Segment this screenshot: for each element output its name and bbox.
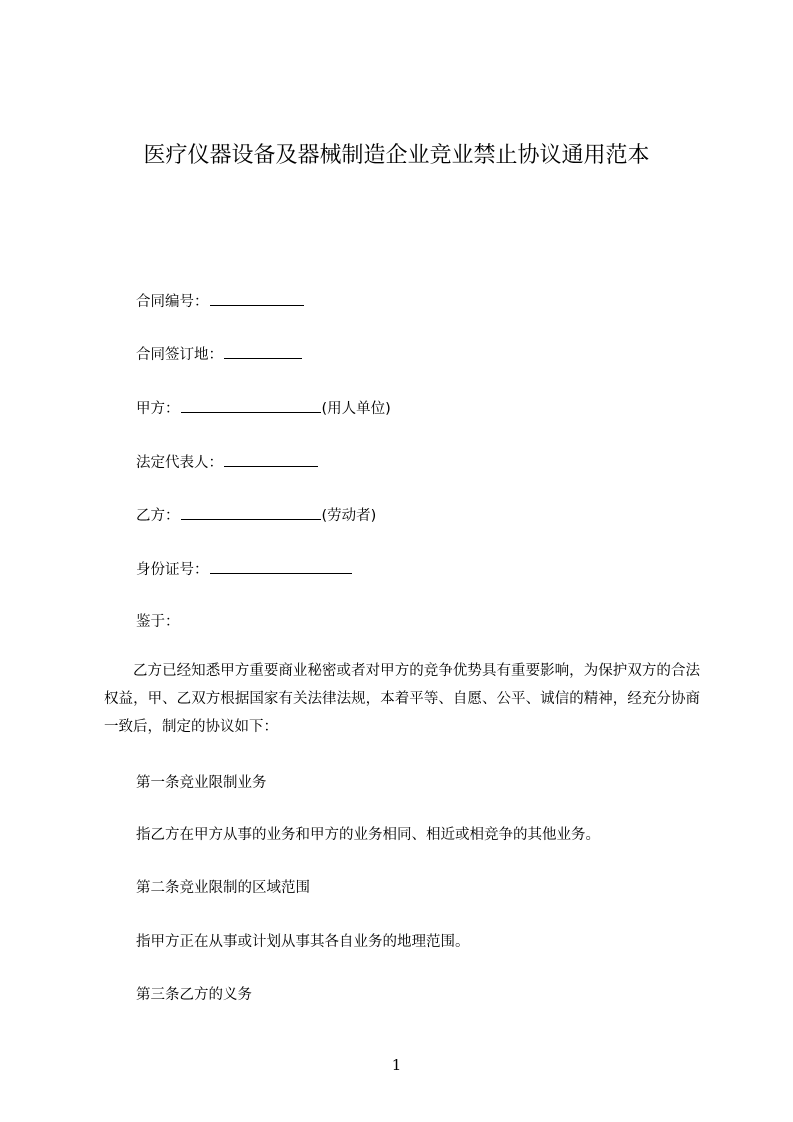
signing-place-line: [136, 344, 303, 365]
party-a-label: 甲方：: [136, 401, 180, 417]
signing-place-label: 合同签订地：: [136, 347, 223, 363]
article-3-heading: 第三条乙方的义务: [136, 987, 252, 1003]
party-b-line: [136, 505, 376, 526]
contract-number-label: 合同编号：: [136, 294, 209, 310]
party-b-note: (劳动者): [321, 508, 377, 524]
article-2-body: 指甲方正在从事或计划从事其各自业务的地理范围。: [136, 934, 470, 950]
party-a-note: (用人单位): [321, 401, 391, 417]
legal-representative-label: 法定代表人：: [136, 455, 223, 471]
intro-paragraph: 乙方已经知悉甲方重要商业秘密或者对甲方的竞争优势具有重要影响，为保护双方的合法权益，甲、乙双方根据国家有关法律法规，本着平等、自愿、公平、诚信的精神，经充分协商一致后，制定的协议如下：: [104, 663, 700, 735]
whereas-label: 鉴于：: [136, 614, 180, 630]
party-b-blank[interactable]: [181, 505, 321, 520]
contract-number-line: [136, 291, 305, 312]
legal-representative-line: [136, 452, 319, 473]
document-title: 医疗仪器设备及器械制造企业竞业禁止协议通用范本: [143, 143, 650, 168]
id-number-label: 身份证号：: [136, 562, 209, 578]
article-1-heading: 第一条竞业限制业务: [136, 775, 267, 791]
article-2-heading: 第二条竞业限制的区域范围: [136, 880, 310, 896]
id-number-blank[interactable]: [210, 559, 352, 574]
party-b-label: 乙方：: [136, 508, 180, 524]
party-a-blank[interactable]: [181, 398, 321, 413]
page-number: 1: [391, 1056, 402, 1074]
contract-number-blank[interactable]: [210, 291, 304, 306]
legal-representative-blank[interactable]: [224, 452, 318, 467]
id-number-line: [136, 559, 353, 580]
article-1-body: 指乙方在甲方从事的业务和甲方的业务相同、相近或相竞争的其他业务。: [136, 827, 600, 843]
party-a-line: [136, 398, 391, 419]
signing-place-blank[interactable]: [224, 344, 302, 359]
